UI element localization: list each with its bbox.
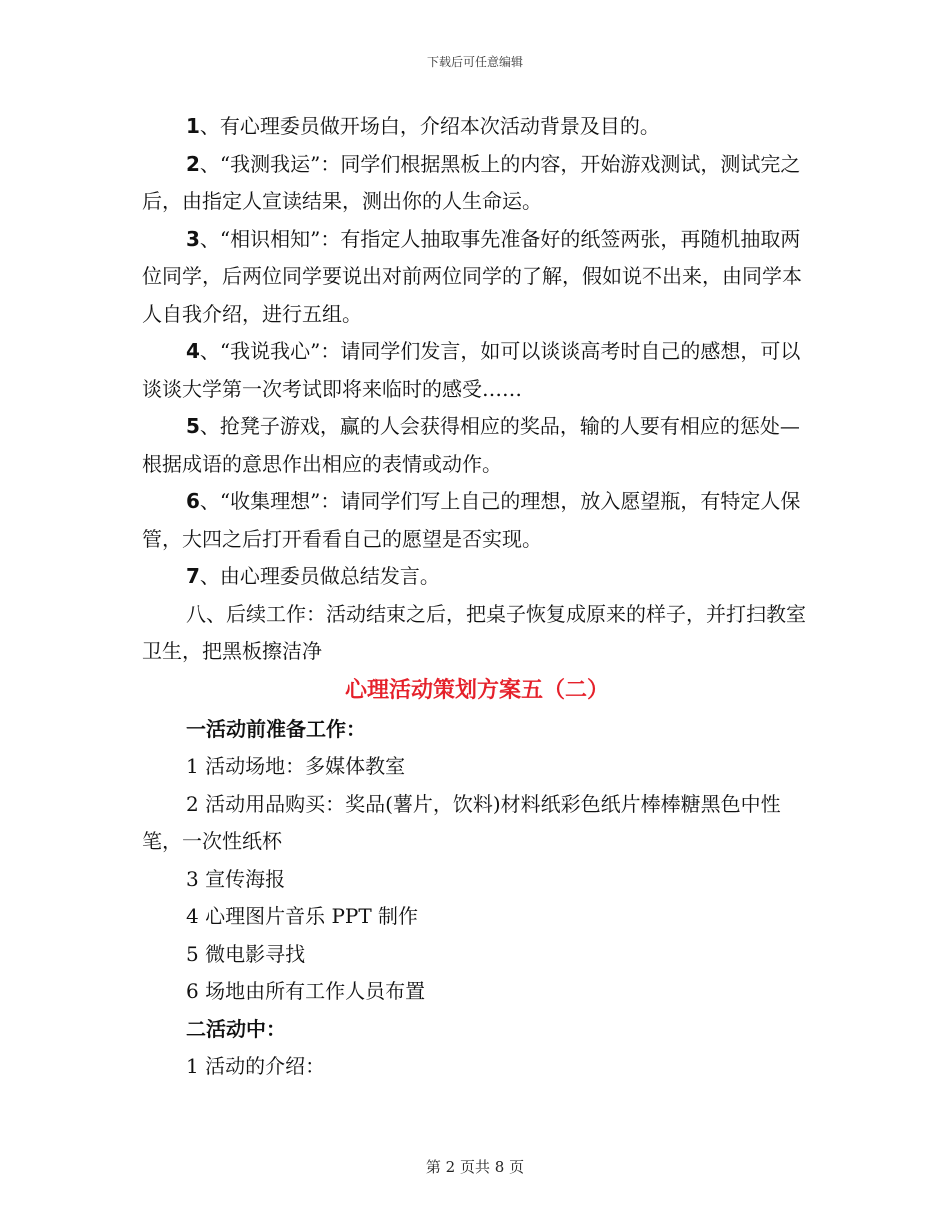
list-item [142,146,812,221]
item-number: 6 [186,489,200,513]
item-text: 、“我说我心”：请同学们发言，如可以谈谈高考时自己的感想，可以谈谈大学第一次考试即将来临时的感受…… [142,339,801,401]
section-heading: 二活动中： [186,1016,286,1041]
page-header: 下载后可任意编辑 [426,55,523,69]
list-item [142,558,812,596]
section-heading: 一活动前准备工作： [186,716,366,741]
list-item: 5 微电影寻找 [186,941,306,966]
item-text: 、“相识相知”：有指定人抽取事先准备好的纸签两张，再随机抽取两位同学，后两位同学要说出对前两位同学的了解，假如说不出来，由同学本人自我介绍，进行五组。 [142,226,802,326]
list-item: 1 活动的介绍： [186,1054,326,1078]
item-text: 、抢凳子游戏，赢的人会获得相应的奖品，输的人要有相应的惩处—根据成语的意思作出相应的表情或动作。 [142,414,800,476]
item-number: 4 [186,339,200,363]
list-item: 3 宣传海报 [186,866,286,891]
item-text: 、“我测我运”：同学们根据黑板上的内容，开始游戏测试，测试完之后，由指定人宣读结果，测出你的人生命运。 [142,151,801,213]
list-item: 6 场地由所有工作人员布置 [186,979,426,1003]
list-item [142,333,812,408]
list-item [142,221,812,334]
section-title: 心理活动策划方案五（二） [344,677,609,703]
document-body [142,108,812,1086]
followup-paragraph: 八、后续工作：活动结束之后，把桌子恢复成原来的样子，并打扫教室卫生，把黑板擦洁净 [142,601,806,663]
item-text: 、有心理委员做开场白，介绍本次活动背景及目的。 [199,114,660,138]
item-number: 7 [186,564,200,588]
item-text: 、“收集理想”：请同学们写上自己的理想，放入愿望瓶，有特定人保管，大四之后打开看看自己的愿望是否实现。 [142,489,801,551]
list-item [142,483,812,558]
list-item: 2 活动用品购买：奖品(薯片，饮料)材料纸彩色纸片棒棒糖黑色中性笔，一次性纸杯 [142,791,781,853]
list-item: 4 心理图片音乐 PPT 制作 [186,904,419,928]
item-number: 3 [186,226,200,251]
item-number: 2 [186,151,200,176]
page-footer: 第 2 页共 8 页 [425,1158,525,1176]
list-item: 1 活动场地：多媒体教室 [186,754,406,778]
list-item [142,108,812,146]
item-text: 、由心理委员做总结发言。 [199,564,440,588]
list-item [142,408,812,483]
item-number: 1 [186,114,200,138]
item-number: 5 [186,414,200,438]
